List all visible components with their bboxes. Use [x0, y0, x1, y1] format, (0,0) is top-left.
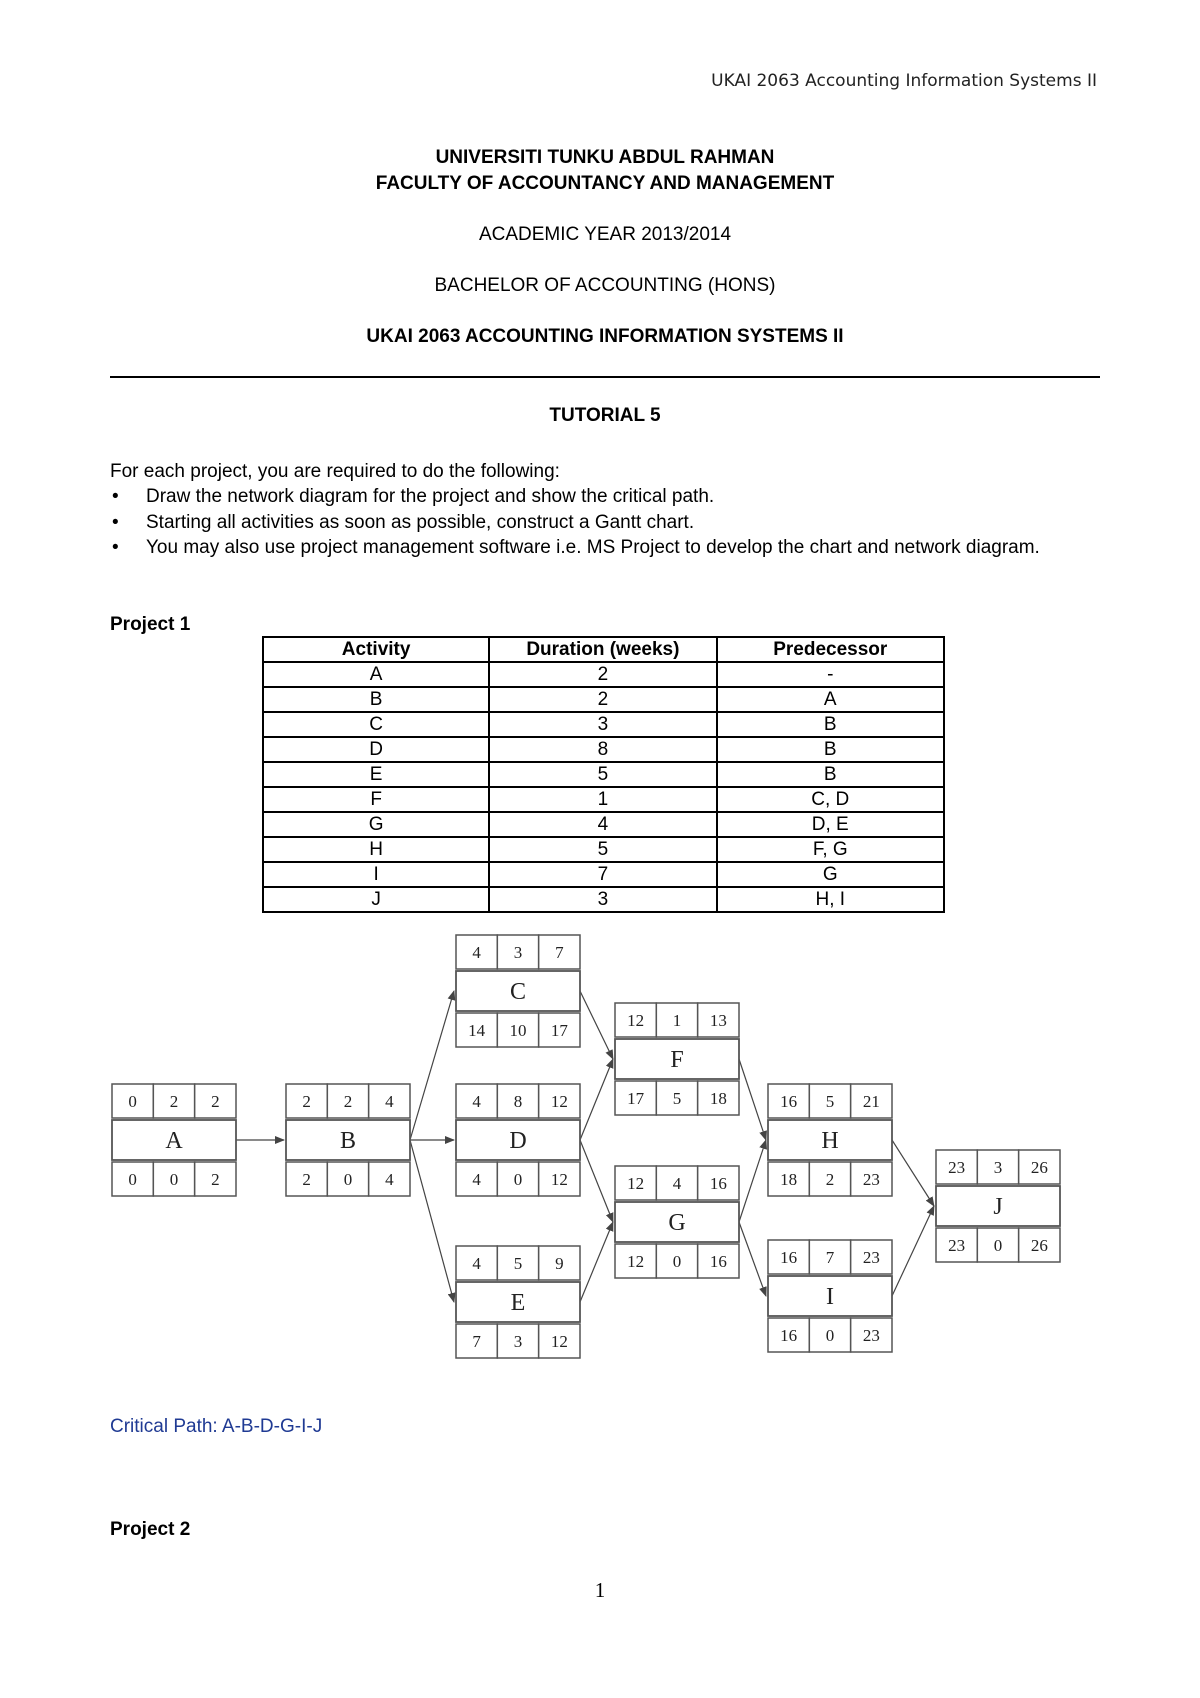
- node-value: 3: [993, 1158, 1003, 1177]
- node-value: 2: [302, 1092, 311, 1111]
- node-value: 12: [550, 1332, 568, 1351]
- table-cell: F: [263, 787, 489, 812]
- instructions-list: [110, 484, 1100, 561]
- node-value: 0: [825, 1326, 835, 1345]
- table-header-row: [263, 637, 944, 662]
- network-node-e: [456, 1246, 580, 1358]
- col-header-duration: Duration (weeks): [489, 637, 716, 662]
- node-value: 9: [555, 1254, 564, 1273]
- table-cell: 4: [489, 812, 716, 837]
- arrow-c-f: [580, 991, 613, 1059]
- node-value: 0: [513, 1170, 523, 1189]
- table-row: [263, 812, 944, 837]
- arrow-e-g: [580, 1222, 613, 1302]
- project1-heading: Project 1: [110, 614, 191, 635]
- table-cell: 8: [489, 737, 716, 762]
- project2-heading: Project 2: [110, 1519, 191, 1540]
- node-label: G: [668, 1210, 686, 1236]
- node-value: 23: [948, 1158, 966, 1177]
- table-cell: 7: [489, 862, 716, 887]
- running-header: UKAI 2063 Accounting Information Systems II: [711, 71, 1097, 91]
- table-cell: 2: [489, 662, 716, 687]
- title-rule: [110, 376, 1100, 378]
- table-cell: B: [263, 687, 489, 712]
- network-node-g: [615, 1166, 739, 1278]
- network-node-b: [286, 1084, 410, 1196]
- col-header-activity: Activity: [263, 637, 489, 662]
- table-cell: D: [263, 737, 489, 762]
- node-value: 4: [472, 1254, 481, 1273]
- table-cell: -: [717, 662, 944, 687]
- faculty-name: FACULTY OF ACCOUNTANCY AND MANAGEMENT: [375, 173, 835, 194]
- node-value: 5: [513, 1254, 523, 1273]
- node-value: 14: [468, 1021, 486, 1040]
- node-value: 21: [862, 1092, 880, 1111]
- network-node-d: [456, 1084, 580, 1196]
- network-node-i: [768, 1240, 892, 1352]
- table-cell: 3: [489, 712, 716, 737]
- node-value: 16: [780, 1326, 798, 1345]
- node-value: 26: [1030, 1236, 1048, 1255]
- node-label: I: [826, 1284, 834, 1310]
- arrow-d-g: [580, 1140, 613, 1222]
- node-value: 0: [128, 1092, 137, 1111]
- course-title: UKAI 2063 ACCOUNTING INFORMATION SYSTEMS II: [366, 326, 844, 347]
- table-cell: 5: [489, 837, 716, 862]
- table-row: [263, 862, 944, 887]
- network-node-c: [456, 935, 580, 1047]
- node-value: 5: [672, 1089, 682, 1108]
- table-cell: B: [717, 737, 944, 762]
- tutorial-title: TUTORIAL 5: [549, 405, 661, 426]
- table-cell: C: [263, 712, 489, 737]
- node-value: 10: [509, 1021, 527, 1040]
- node-value: 8: [513, 1092, 523, 1111]
- table-cell: C, D: [717, 787, 944, 812]
- node-value: 2: [343, 1092, 353, 1111]
- programme: BACHELOR OF ACCOUNTING (HONS): [434, 275, 776, 296]
- table-cell: B: [717, 712, 944, 737]
- node-value: 17: [627, 1089, 645, 1108]
- node-value: 4: [472, 1092, 481, 1111]
- node-value: 23: [948, 1236, 966, 1255]
- node-label: D: [509, 1128, 527, 1154]
- instructions-intro: For each project, you are required to do the following:: [110, 461, 560, 482]
- col-header-predecessor: Predecessor: [717, 637, 944, 662]
- node-value: 16: [709, 1174, 727, 1193]
- node-value: 2: [169, 1092, 179, 1111]
- table-cell: 5: [489, 762, 716, 787]
- node-label: F: [670, 1047, 684, 1073]
- node-value: 2: [211, 1092, 220, 1111]
- node-value: 18: [780, 1170, 798, 1189]
- table-cell: 2: [489, 687, 716, 712]
- network-diagram: [0, 925, 1200, 1375]
- node-value: 12: [627, 1011, 645, 1030]
- node-value: 0: [343, 1170, 353, 1189]
- table-cell: B: [717, 762, 944, 787]
- table-row: [263, 737, 944, 762]
- node-value: 7: [825, 1248, 835, 1267]
- node-value: 23: [862, 1326, 880, 1345]
- node-value: 5: [825, 1092, 835, 1111]
- academic-year: ACADEMIC YEAR 2013/2014: [478, 224, 732, 245]
- arrow-b-c: [410, 991, 454, 1140]
- table-cell: F, G: [717, 837, 944, 862]
- table-cell: G: [263, 812, 489, 837]
- arrow-g-h: [739, 1140, 766, 1222]
- node-value: 23: [862, 1170, 880, 1189]
- table-cell: A: [263, 662, 489, 687]
- node-value: 0: [672, 1252, 682, 1271]
- node-value: 7: [555, 943, 564, 962]
- node-label: C: [509, 979, 527, 1005]
- node-label: E: [510, 1290, 526, 1316]
- node-value: 2: [302, 1170, 311, 1189]
- instruction-item: • Starting all activities as soon as possible, construct a Gantt chart.: [110, 510, 1100, 536]
- table-row: [263, 787, 944, 812]
- node-value: 0: [993, 1236, 1003, 1255]
- instruction-item: • Draw the network diagram for the project and show the critical path.: [110, 484, 1100, 510]
- node-value: 23: [862, 1248, 880, 1267]
- table-cell: G: [717, 862, 944, 887]
- arrow-b-e: [410, 1140, 454, 1302]
- node-value: 16: [780, 1092, 798, 1111]
- node-label: B: [339, 1128, 357, 1154]
- table-row: [263, 887, 944, 912]
- arrow-g-i: [739, 1222, 766, 1296]
- node-value: 16: [709, 1252, 727, 1271]
- node-value: 0: [128, 1170, 137, 1189]
- node-label: J: [993, 1194, 1003, 1220]
- table-cell: H: [263, 837, 489, 862]
- node-value: 12: [627, 1252, 645, 1271]
- node-value: 12: [550, 1092, 568, 1111]
- node-value: 4: [672, 1174, 682, 1193]
- node-value: 1: [672, 1011, 682, 1030]
- node-value: 16: [780, 1248, 798, 1267]
- table-row: [263, 712, 944, 737]
- table-cell: I: [263, 862, 489, 887]
- network-node-j: [936, 1150, 1060, 1262]
- university-name: UNIVERSITI TUNKU ABDUL RAHMAN: [435, 147, 775, 168]
- table-cell: 3: [489, 887, 716, 912]
- table-row: [263, 762, 944, 787]
- node-label: H: [821, 1128, 839, 1154]
- table-cell: 1: [489, 787, 716, 812]
- node-value: 4: [472, 943, 481, 962]
- node-value: 4: [385, 1170, 394, 1189]
- node-value: 3: [513, 943, 523, 962]
- arrow-f-h: [739, 1059, 766, 1140]
- node-value: 26: [1030, 1158, 1048, 1177]
- node-value: 7: [472, 1332, 481, 1351]
- network-node-a: [112, 1084, 236, 1196]
- node-value: 18: [709, 1089, 727, 1108]
- node-value: 2: [825, 1170, 835, 1189]
- node-value: 13: [709, 1011, 727, 1030]
- activity-table: [262, 636, 945, 913]
- node-value: 3: [513, 1332, 523, 1351]
- network-node-f: [615, 1003, 739, 1115]
- table-cell: E: [263, 762, 489, 787]
- table-cell: D, E: [717, 812, 944, 837]
- node-value: 4: [385, 1092, 394, 1111]
- table-cell: J: [263, 887, 489, 912]
- arrow-h-j: [892, 1140, 934, 1206]
- node-value: 12: [550, 1170, 568, 1189]
- node-value: 17: [550, 1021, 568, 1040]
- table-cell: H, I: [717, 887, 944, 912]
- node-label: A: [165, 1128, 183, 1154]
- node-value: 4: [472, 1170, 481, 1189]
- instruction-item: • You may also use project management software i.e. MS Project to develop the chart and network diagram.: [110, 535, 1100, 561]
- table-row: [263, 662, 944, 687]
- node-value: 2: [211, 1170, 220, 1189]
- node-value: 0: [169, 1170, 179, 1189]
- table-row: [263, 837, 944, 862]
- page-number: 1: [594, 1578, 606, 1602]
- arrow-i-j: [892, 1206, 934, 1296]
- node-value: 12: [627, 1174, 645, 1193]
- network-node-h: [768, 1084, 892, 1196]
- critical-path-answer: Critical Path: A-B-D-G-I-J: [110, 1416, 323, 1437]
- arrow-d-f: [580, 1059, 613, 1140]
- table-row: [263, 687, 944, 712]
- table-cell: A: [717, 687, 944, 712]
